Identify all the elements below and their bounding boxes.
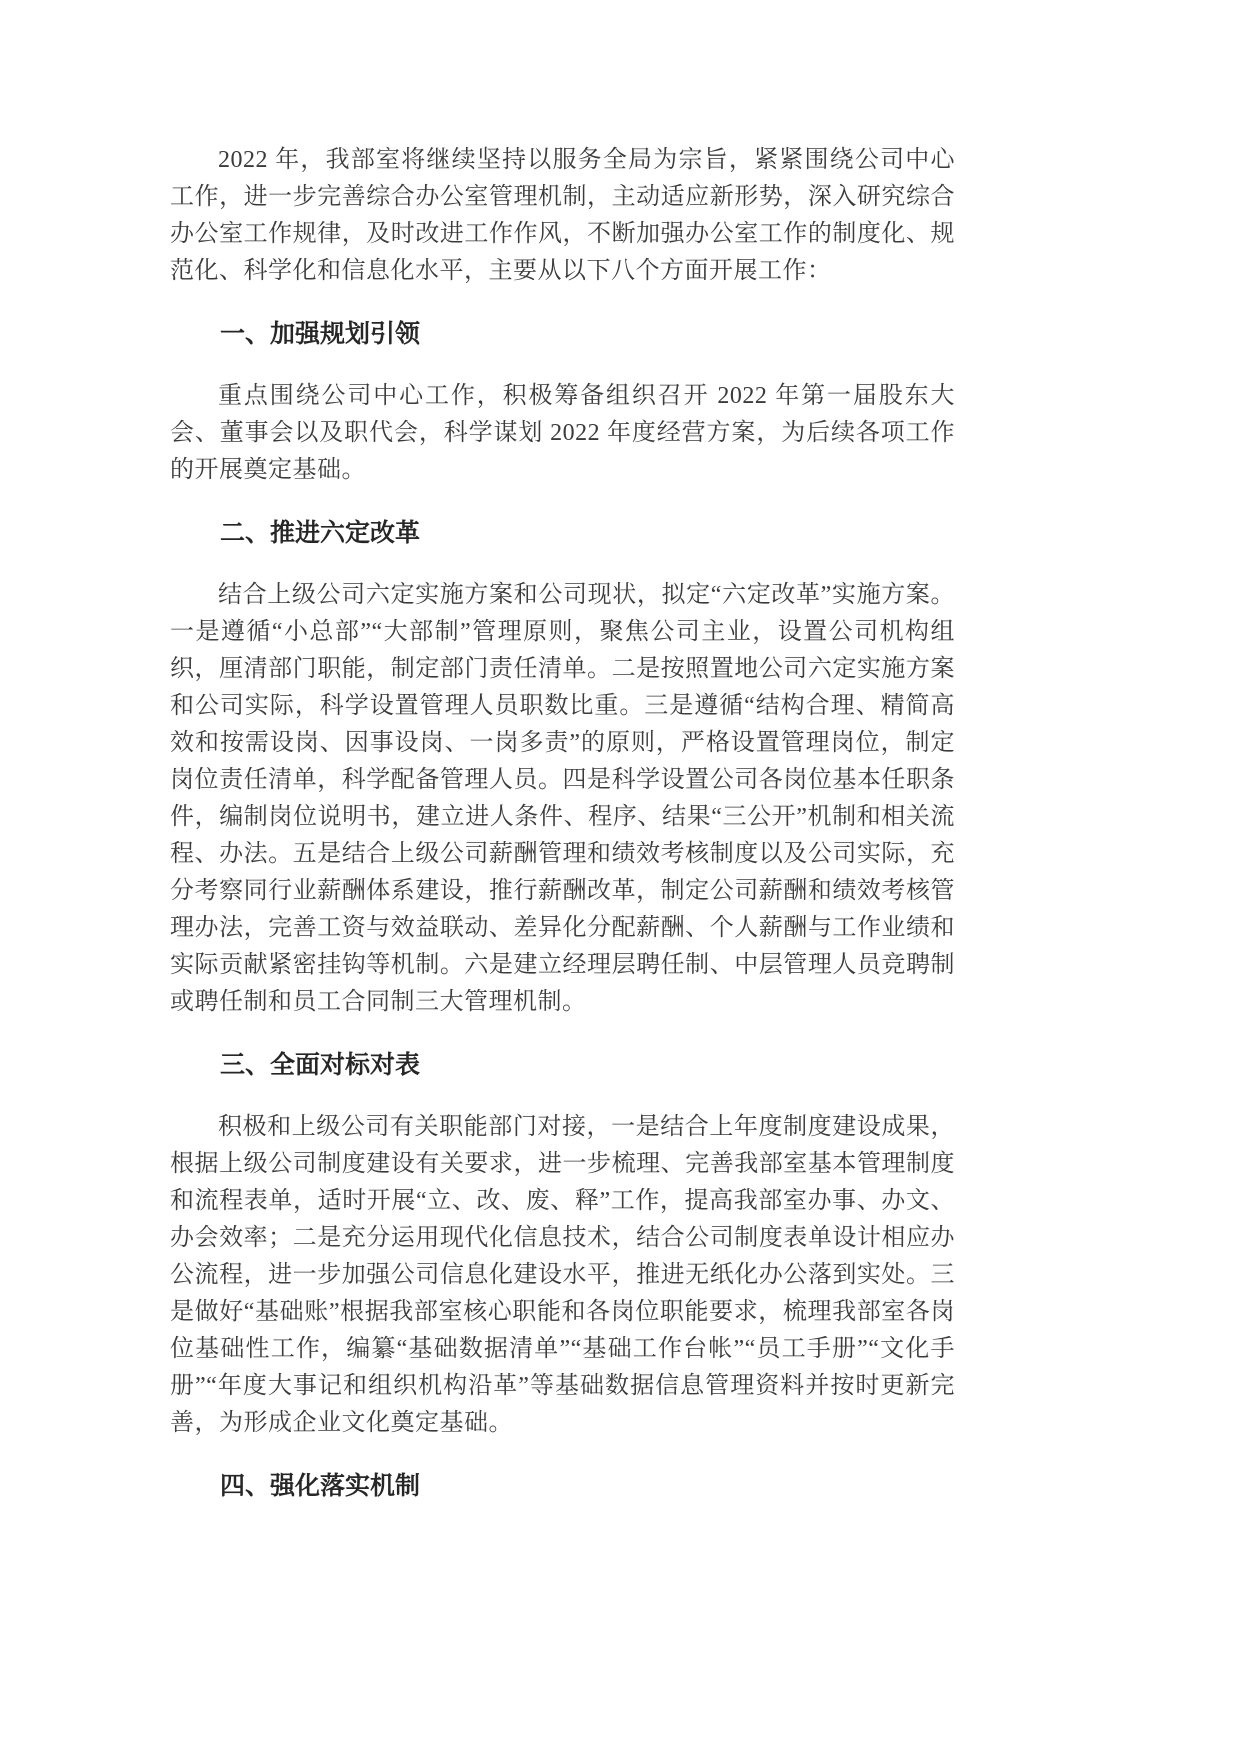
section-3-paragraph: 积极和上级公司有关职能部门对接，一是结合上年度制度建设成果，根据上级公司制度建设有关要求，进一步梳理、完善我部室基本管理制度和流程表单，适时开展“立、改、废、释”工作，提高我部室办事、办文、办会效率；二是充分运用现代化信息技术，结合公司制度表单设计相应办公流程，进一步加强公司信息化建设水平，推进无纸化办公落到实处。三是做好“基础账”根据我部室核心职能和各岗位职能要求，梳理我部室各岗位基础性工作，编纂“基础数据清单”“基础工作台帐”“员工手册”“文化手册”“年度大事记和组织机构沿革”等基础数据信息管理资料并按时更新完善，为形成企业文化奠定基础。 — [170, 1114, 955, 1436]
section-3-heading: 三、全面对标对表 — [220, 1051, 421, 1079]
section-2-paragraph: 结合上级公司六定实施方案和公司现状，拟定“六定改革”实施方案。一是遵循“小总部”“大部制”管理原则，聚焦公司主业，设置公司机构组织，厘清部门职能，制定部门责任清单。二是按照置地公司六定实施方案和公司实际，科学设置管理人员职数比重。三是遵循“结构合理、精简高效和按需设岗、因事设岗、一岗多责”的原则，严格设置管理岗位，制定岗位责任清单，科学配备管理人员。四是科学设置公司各岗位基本任职条件，编制岗位说明书，建立进人条件、程序、结果“三公开”机制和相关流程、办法。五是结合上级公司薪酬管理和绩效考核制度以及公司实际，充分考察同行业薪酬体系建设，推行薪酬改革，制定公司薪酬和绩效考核管理办法，完善工资与效益联动、差异化分配薪酬、个人薪酬与工作业绩和实际贡献紧密挂钩等机制。六是建立经理层聘任制、中层管理人员竞聘制或聘任制和员工合同制三大管理机制。 — [170, 582, 955, 1015]
section-2-heading: 二、推进六定改革 — [220, 519, 421, 547]
section-1-heading: 一、加强规划引领 — [220, 320, 421, 348]
document-body — [170, 142, 955, 1503]
section-4-heading: 四、强化落实机制 — [220, 1472, 421, 1500]
section-1-paragraph: 重点围绕公司中心工作，积极筹备组织召开 2022 年第一届股东大会、董事会以及职代会，科学谋划 2022 年度经营方案，为后续各项工作的开展奠定基础。 — [170, 383, 955, 483]
intro-paragraph: 2022 年，我部室将继续坚持以服务全局为宗旨，紧紧围绕公司中心工作，进一步完善综合办公室管理机制，主动适应新形势，深入研究综合办公室工作规律，及时改进工作作风，不断加强办公室工作的制度化、规范化、科学化和信息化水平，主要从以下八个方面开展工作： — [170, 147, 955, 284]
